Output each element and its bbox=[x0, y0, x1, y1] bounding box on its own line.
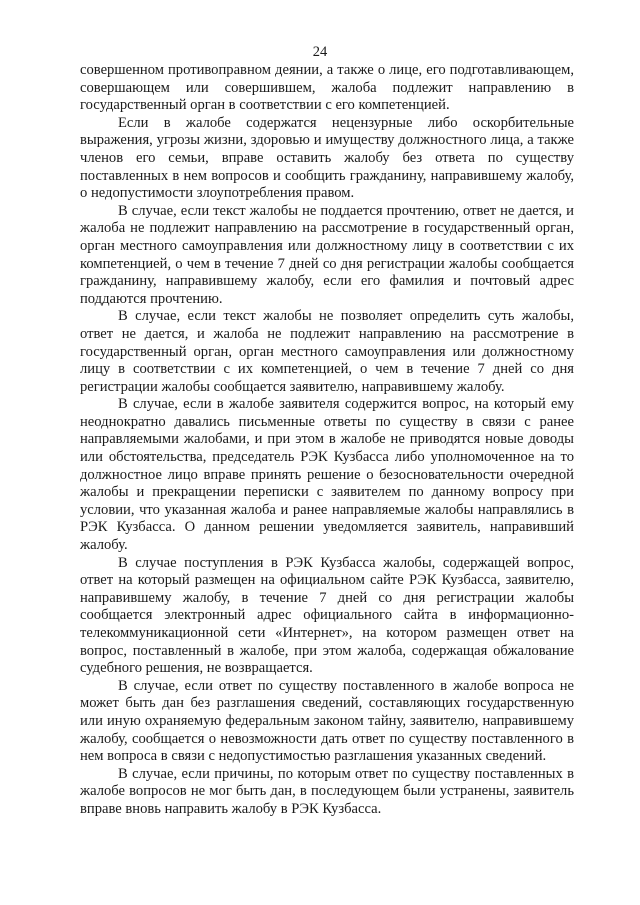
paragraph-2: Если в жалобе содержатся нецензурные либо оскорбительные выражения, угрозы жизни, здоровью и имуществу должностного лица, а также членов его семьи, вправе оставить жалобу без ответа по существу поставленных в нем вопросов и сообщить гражданину, направившему жалобу, о недопустимости злоупотребления правом. bbox=[80, 114, 574, 202]
paragraph-4: В случае, если текст жалобы не позволяет определить суть жалобы, ответ не дается, и жалоба не подлежит направлению на рассмотрение в государственный орган, орган местного самоуправления или должностному лицу в соответствии с их компетенцией, о чем в течение 7 дней со дня регистрации жалобы сообщается заявителю, направившему жалобу. bbox=[80, 308, 574, 395]
paragraph-8: В случае, если причины, по которым ответ по существу поставленных в жалобе вопросов не мог быть дан, в последующем были устранены, заявитель вправе вновь направить жалобу в РЭК Кузбасса. bbox=[80, 765, 574, 817]
paragraph-1: совершенном противоправном деянии, а также о лице, его подготавливающем, совершающем или совершившем, жалоба подлежит направлению в государственный орган в соответствии с его компетенцией. bbox=[80, 62, 574, 114]
document-body bbox=[80, 62, 574, 819]
paragraph-7: В случае, если ответ по существу поставленного в жалобе вопроса не может быть дан без разглашения сведений, составляющих государственную или иную охраняемую федеральным законом тайну, заявителю, направившему жалобу, сообщается о невозможности дать ответ по существу поставленного в нем вопроса в связи с недопустимостью разглашения указанных сведений. bbox=[80, 677, 574, 765]
paragraph-5: В случае, если в жалобе заявителя содержится вопрос, на который ему неоднократно давались письменные ответы по существу в связи с ранее направляемыми жалобами, и при этом в жалобе не приводятся новые доводы или обстоятельства, председатель РЭК Кузбасса либо уполномоченное на то должностное лицо вправе принять решение о безосновательности очередной жалобы и прекращении переписки с заявителем по данному вопросу при условии, что указанная жалоба и ранее направляемые жалобы направлялись в РЭК Кузбасса. О данном решении уведомляется заявитель, направивший жалобу. bbox=[80, 396, 574, 554]
paragraph-6: В случае поступления в РЭК Кузбасса жалобы, содержащей вопрос, ответ на который размещен на официальном сайте РЭК Кузбасса, заявителю, направившему жалобу, в течение 7 дней со дня регистрации жалобы сообщается электронный адрес официального сайта в информационно-телекоммуникационной сети «Интернет», на котором размещен ответ на вопрос, поставленный в жалобе, при этом жалоба, содержащая обжалование судебного решения, не возвращается. bbox=[80, 554, 574, 677]
paragraph-3: В случае, если текст жалобы не поддается прочтению, ответ не дается, и жалоба не подлежит направлению на рассмотрение в государственный орган, орган местного самоуправления или должностному лицу в соответствии с их компетенцией, о чем в течение 7 дней со дня регистрации жалобы сообщается гражданину, направившему жалобу, если его фамилия и почтовый адрес поддаются прочтению. bbox=[80, 202, 574, 307]
page-number: 24 bbox=[312, 44, 328, 60]
